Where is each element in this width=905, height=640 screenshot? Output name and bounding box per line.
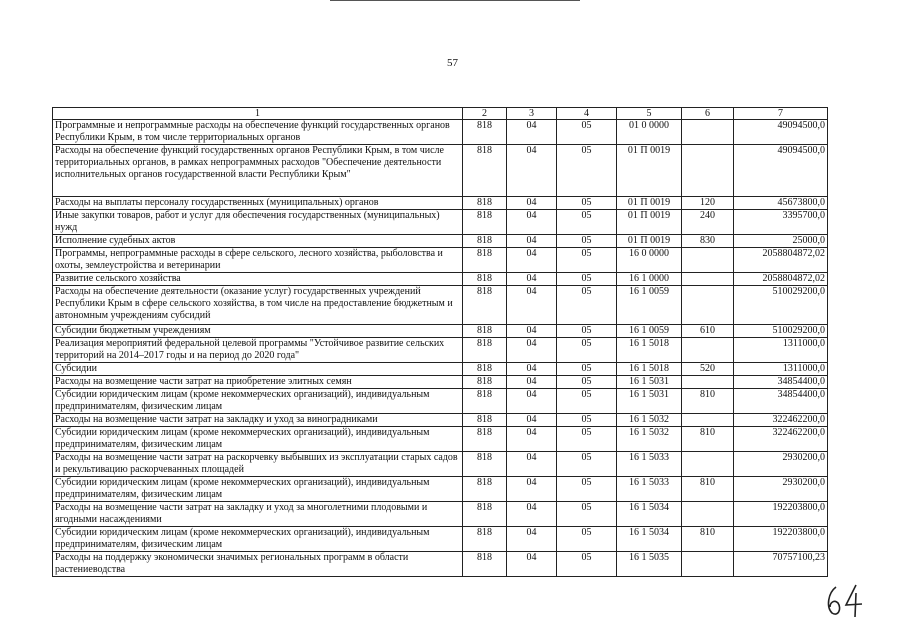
amount: 510029200,0 <box>734 325 828 338</box>
column-header: 3 <box>507 108 557 120</box>
expense-type-code <box>682 120 734 145</box>
handwritten-page-mark <box>822 581 872 621</box>
table-row <box>53 325 828 338</box>
subsection-code: 05 <box>557 325 617 338</box>
admin-code: 818 <box>463 248 507 273</box>
subsection-code: 05 <box>557 338 617 363</box>
expense-type-code <box>682 502 734 527</box>
row-name: Программные и непрограммные расходы на обеспечение функций государственных органов Республики Крым, в том числе территориальных органов <box>53 120 463 145</box>
expense-type-code: 120 <box>682 197 734 210</box>
expense-type-code <box>682 414 734 427</box>
subsection-code: 05 <box>557 248 617 273</box>
amount: 34854400,0 <box>734 376 828 389</box>
table-row <box>53 197 828 210</box>
target-article-code: 16 1 0059 <box>617 286 682 325</box>
row-name: Расходы на обеспечение деятельности (оказание услуг) государственных учреждений Республики Крым в сфере сельского хозяйства, в том числе на предоставление бюджетным и автономным учреждениям субсидий <box>53 286 463 325</box>
amount: 322462200,0 <box>734 427 828 452</box>
row-name: Субсидии юридическим лицам (кроме некоммерческих организаций), индивидуальным предпринимателям, физическим лицам <box>53 477 463 502</box>
row-name: Расходы на возмещение части затрат на закладку и уход за виноградниками <box>53 414 463 427</box>
admin-code: 818 <box>463 120 507 145</box>
amount: 192203800,0 <box>734 502 828 527</box>
subsection-code: 05 <box>557 389 617 414</box>
amount: 2930200,0 <box>734 477 828 502</box>
section-code: 04 <box>507 414 557 427</box>
subsection-code: 05 <box>557 286 617 325</box>
target-article-code: 16 1 5031 <box>617 376 682 389</box>
expense-type-code: 810 <box>682 527 734 552</box>
table-row <box>53 248 828 273</box>
admin-code: 818 <box>463 427 507 452</box>
amount: 49094500,0 <box>734 120 828 145</box>
table-row <box>53 376 828 389</box>
expense-type-code: 240 <box>682 210 734 235</box>
section-code: 04 <box>507 452 557 477</box>
table-row <box>53 363 828 376</box>
row-name: Субсидии бюджетным учреждениям <box>53 325 463 338</box>
section-code: 04 <box>507 145 557 197</box>
target-article-code: 16 1 5018 <box>617 338 682 363</box>
table-row <box>53 210 828 235</box>
target-article-code: 16 1 5033 <box>617 452 682 477</box>
expense-type-code <box>682 145 734 197</box>
target-article-code: 16 1 5032 <box>617 414 682 427</box>
column-header: 5 <box>617 108 682 120</box>
target-article-code: 01 П 0019 <box>617 210 682 235</box>
admin-code: 818 <box>463 414 507 427</box>
column-header: 4 <box>557 108 617 120</box>
section-code: 04 <box>507 197 557 210</box>
target-article-code: 01 0 0000 <box>617 120 682 145</box>
admin-code: 818 <box>463 197 507 210</box>
row-name: Развитие сельского хозяйства <box>53 273 463 286</box>
row-name: Расходы на выплаты персоналу государственных (муниципальных) органов <box>53 197 463 210</box>
table-row <box>53 502 828 527</box>
section-code: 04 <box>507 363 557 376</box>
section-code: 04 <box>507 235 557 248</box>
section-code: 04 <box>507 527 557 552</box>
admin-code: 818 <box>463 273 507 286</box>
column-header: 7 <box>734 108 828 120</box>
expense-type-code <box>682 273 734 286</box>
table-row <box>53 120 828 145</box>
row-name: Субсидии юридическим лицам (кроме некоммерческих организаций), индивидуальным предпринимателям, физическим лицам <box>53 389 463 414</box>
admin-code: 818 <box>463 552 507 577</box>
column-header: 1 <box>53 108 463 120</box>
subsection-code: 05 <box>557 273 617 286</box>
expense-type-code: 810 <box>682 389 734 414</box>
table-row <box>53 427 828 452</box>
admin-code: 818 <box>463 376 507 389</box>
section-code: 04 <box>507 210 557 235</box>
amount: 2058804872,02 <box>734 273 828 286</box>
admin-code: 818 <box>463 325 507 338</box>
subsection-code: 05 <box>557 235 617 248</box>
table-row <box>53 552 828 577</box>
top-rule <box>330 0 580 1</box>
row-name: Расходы на возмещение части затрат на приобретение элитных семян <box>53 376 463 389</box>
expense-type-code: 810 <box>682 477 734 502</box>
admin-code: 818 <box>463 363 507 376</box>
expense-type-code <box>682 552 734 577</box>
section-code: 04 <box>507 552 557 577</box>
subsection-code: 05 <box>557 363 617 376</box>
expense-type-code: 830 <box>682 235 734 248</box>
subsection-code: 05 <box>557 120 617 145</box>
section-code: 04 <box>507 120 557 145</box>
subsection-code: 05 <box>557 210 617 235</box>
table-row <box>53 452 828 477</box>
amount: 70757100,23 <box>734 552 828 577</box>
row-name: Программы, непрограммные расходы в сфере сельского, лесного хозяйства, рыболовства и охоты, землеустройства и ветеринарии <box>53 248 463 273</box>
column-header: 2 <box>463 108 507 120</box>
table-row <box>53 273 828 286</box>
row-name: Расходы на возмещение части затрат на закладку и уход за многолетними плодовыми и ягодными насаждениями <box>53 502 463 527</box>
expense-type-code <box>682 338 734 363</box>
table-row <box>53 145 828 197</box>
table-row <box>53 286 828 325</box>
section-code: 04 <box>507 389 557 414</box>
target-article-code: 16 1 0059 <box>617 325 682 338</box>
admin-code: 818 <box>463 389 507 414</box>
subsection-code: 05 <box>557 376 617 389</box>
table-row <box>53 477 828 502</box>
admin-code: 818 <box>463 210 507 235</box>
row-name: Расходы на возмещение части затрат на раскорчевку выбывших из эксплуатации старых садов и рекультивацию раскорчеванных площадей <box>53 452 463 477</box>
row-name: Расходы на поддержку экономически значимых региональных программ в области растениеводства <box>53 552 463 577</box>
admin-code: 818 <box>463 145 507 197</box>
subsection-code: 05 <box>557 452 617 477</box>
amount: 45673800,0 <box>734 197 828 210</box>
admin-code: 818 <box>463 286 507 325</box>
budget-table <box>52 107 828 577</box>
amount: 2930200,0 <box>734 452 828 477</box>
page-number: 57 <box>447 57 458 69</box>
row-name: Реализация мероприятий федеральной целевой программы "Устойчивое развитие сельских территорий на 2014–2017 годы и на период до 2020 года" <box>53 338 463 363</box>
subsection-code: 05 <box>557 502 617 527</box>
amount: 510029200,0 <box>734 286 828 325</box>
expense-type-code <box>682 376 734 389</box>
row-name: Субсидии юридическим лицам (кроме некоммерческих организаций), индивидуальным предпринимателям, физическим лицам <box>53 527 463 552</box>
subsection-code: 05 <box>557 197 617 210</box>
row-name: Расходы на обеспечение функций государственных органов Республики Крым, в том числе территориальных органов, в рамках непрограммных расходов "Обеспечение деятельности исполнительных органов государственной власти Республики Крым" <box>53 145 463 197</box>
amount: 1311000,0 <box>734 363 828 376</box>
section-code: 04 <box>507 502 557 527</box>
expense-type-code: 520 <box>682 363 734 376</box>
expense-type-code <box>682 248 734 273</box>
target-article-code: 16 1 5034 <box>617 502 682 527</box>
subsection-code: 05 <box>557 552 617 577</box>
expense-type-code: 810 <box>682 427 734 452</box>
amount: 34854400,0 <box>734 389 828 414</box>
target-article-code: 16 1 5018 <box>617 363 682 376</box>
expense-type-code <box>682 286 734 325</box>
amount: 1311000,0 <box>734 338 828 363</box>
target-article-code: 16 1 5033 <box>617 477 682 502</box>
section-code: 04 <box>507 338 557 363</box>
amount: 192203800,0 <box>734 527 828 552</box>
section-code: 04 <box>507 427 557 452</box>
target-article-code: 01 П 0019 <box>617 145 682 197</box>
subsection-code: 05 <box>557 145 617 197</box>
admin-code: 818 <box>463 235 507 248</box>
subsection-code: 05 <box>557 414 617 427</box>
section-code: 04 <box>507 273 557 286</box>
target-article-code: 16 1 5031 <box>617 389 682 414</box>
target-article-code: 16 0 0000 <box>617 248 682 273</box>
subsection-code: 05 <box>557 477 617 502</box>
expense-type-code <box>682 452 734 477</box>
table-row <box>53 389 828 414</box>
expense-type-code: 610 <box>682 325 734 338</box>
table-row <box>53 414 828 427</box>
row-name: Исполнение судебных актов <box>53 235 463 248</box>
row-name: Субсидии юридическим лицам (кроме некоммерческих организаций), индивидуальным предпринимателям, физическим лицам <box>53 427 463 452</box>
row-name: Субсидии <box>53 363 463 376</box>
target-article-code: 01 П 0019 <box>617 235 682 248</box>
amount: 2058804872,02 <box>734 248 828 273</box>
subsection-code: 05 <box>557 527 617 552</box>
section-code: 04 <box>507 477 557 502</box>
target-article-code: 16 1 0000 <box>617 273 682 286</box>
target-article-code: 01 П 0019 <box>617 197 682 210</box>
column-header: 6 <box>682 108 734 120</box>
target-article-code: 16 1 5032 <box>617 427 682 452</box>
table-header-row <box>53 108 828 120</box>
target-article-code: 16 1 5035 <box>617 552 682 577</box>
section-code: 04 <box>507 248 557 273</box>
row-name: Иные закупки товаров, работ и услуг для обеспечения государственных (муниципальных) нужд <box>53 210 463 235</box>
amount: 49094500,0 <box>734 145 828 197</box>
table-row <box>53 338 828 363</box>
section-code: 04 <box>507 376 557 389</box>
admin-code: 818 <box>463 338 507 363</box>
admin-code: 818 <box>463 452 507 477</box>
admin-code: 818 <box>463 477 507 502</box>
amount: 3395700,0 <box>734 210 828 235</box>
amount: 322462200,0 <box>734 414 828 427</box>
table-row <box>53 235 828 248</box>
target-article-code: 16 1 5034 <box>617 527 682 552</box>
subsection-code: 05 <box>557 427 617 452</box>
table-row <box>53 527 828 552</box>
admin-code: 818 <box>463 527 507 552</box>
admin-code: 818 <box>463 502 507 527</box>
section-code: 04 <box>507 325 557 338</box>
amount: 25000,0 <box>734 235 828 248</box>
section-code: 04 <box>507 286 557 325</box>
